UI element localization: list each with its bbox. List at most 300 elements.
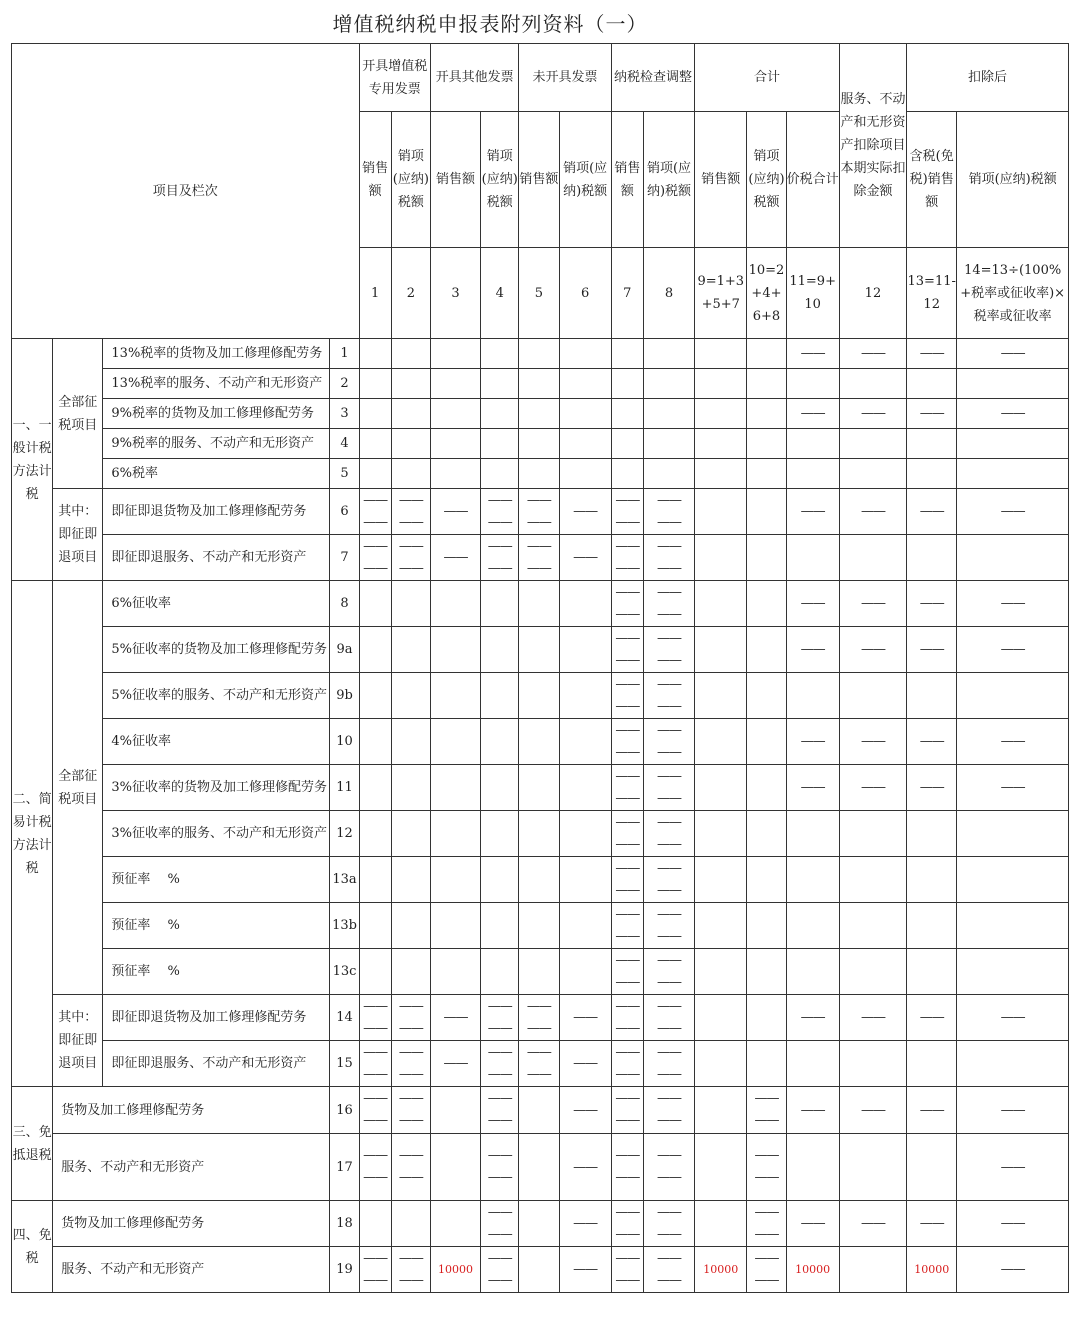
cell-r9b-c2[interactable] bbox=[391, 673, 430, 719]
cell-r13a-c2[interactable] bbox=[391, 857, 430, 903]
cell-r13c-c11[interactable] bbox=[786, 949, 839, 995]
cell-r5-c13[interactable] bbox=[907, 459, 957, 489]
table-row bbox=[12, 369, 1069, 399]
cell-r9a-c8-na bbox=[643, 627, 694, 673]
dash-mark: —— bbox=[657, 906, 682, 922]
cell-r11-c10[interactable] bbox=[747, 765, 786, 811]
cell-r19-c3-value[interactable]: 10000 bbox=[430, 1247, 480, 1293]
cell-r13b-c11[interactable] bbox=[786, 903, 839, 949]
row-label: 货物及加工修理修配劳务 bbox=[53, 1201, 330, 1247]
cell-r1-c8[interactable] bbox=[643, 339, 694, 369]
dash-mark: —— bbox=[487, 560, 512, 576]
cell-r10-c10[interactable] bbox=[747, 719, 786, 765]
cell-r14-c14-na: —— bbox=[957, 995, 1069, 1041]
cell-r6-c9[interactable] bbox=[695, 489, 747, 535]
cell-r11-c9[interactable] bbox=[695, 765, 747, 811]
cell-r5-c10[interactable] bbox=[747, 459, 786, 489]
cell-r15-c9[interactable] bbox=[695, 1041, 747, 1087]
cell-r5-c2[interactable] bbox=[391, 459, 430, 489]
row-label: 9%税率的服务、不动产和无形资产 bbox=[103, 429, 330, 459]
cell-r13c-c2[interactable] bbox=[391, 949, 430, 995]
cell-r1-c6[interactable] bbox=[559, 339, 611, 369]
cell-r1-c1[interactable] bbox=[359, 339, 391, 369]
cell-r13a-c7-na bbox=[611, 857, 643, 903]
cell-r19-c12[interactable] bbox=[839, 1247, 906, 1293]
dash-mark: —— bbox=[615, 998, 640, 1014]
cell-r9b-c12[interactable] bbox=[839, 673, 906, 719]
cell-r12-c14[interactable] bbox=[957, 811, 1069, 857]
cell-r5-c5[interactable] bbox=[519, 459, 559, 489]
cell-r4-c3[interactable] bbox=[430, 429, 480, 459]
cell-r12-c2[interactable] bbox=[391, 811, 430, 857]
cell-r8-c6[interactable] bbox=[559, 581, 611, 627]
cell-r4-c4[interactable] bbox=[481, 429, 519, 459]
cell-r3-c9[interactable] bbox=[695, 399, 747, 429]
cell-r1-c9[interactable] bbox=[695, 339, 747, 369]
cell-r3-c4[interactable] bbox=[481, 399, 519, 429]
cell-r5-c1[interactable] bbox=[359, 459, 391, 489]
row-number: 10 bbox=[330, 719, 359, 765]
cell-r10-c1[interactable] bbox=[359, 719, 391, 765]
cell-r13a-c13[interactable] bbox=[907, 857, 957, 903]
dash-mark: —— bbox=[398, 1020, 423, 1036]
subheader-col6: 销项(应纳)税额 bbox=[559, 112, 611, 248]
cell-r18-c3[interactable] bbox=[430, 1201, 480, 1247]
cell-r16-c3[interactable] bbox=[430, 1087, 480, 1134]
dash-mark: —— bbox=[657, 974, 682, 990]
row-label: 3%征收率的服务、不动产和无形资产 bbox=[103, 811, 330, 857]
cell-r9a-c3[interactable] bbox=[430, 627, 480, 673]
cell-r12-c3[interactable] bbox=[430, 811, 480, 857]
dash-mark: —— bbox=[657, 768, 682, 784]
cell-r5-c8[interactable] bbox=[643, 459, 694, 489]
cell-r3-c7[interactable] bbox=[611, 399, 643, 429]
cell-r13a-c4[interactable] bbox=[481, 857, 519, 903]
cell-r19-c2-na bbox=[391, 1247, 430, 1293]
dash-mark: —— bbox=[657, 584, 682, 600]
dash-mark: —— bbox=[657, 814, 682, 830]
cell-r13a-c5[interactable] bbox=[519, 857, 559, 903]
dash-mark: —— bbox=[526, 1066, 551, 1082]
dash-mark: —— bbox=[657, 1170, 682, 1185]
row-number: 1 bbox=[330, 339, 359, 369]
cell-r9a-c9[interactable] bbox=[695, 627, 747, 673]
cell-r5-c3[interactable] bbox=[430, 459, 480, 489]
cell-r13c-c4[interactable] bbox=[481, 949, 519, 995]
form-title: 增值税纳税申报表附列资料（一） bbox=[332, 12, 648, 36]
row-number: 2 bbox=[330, 369, 359, 399]
cell-r19-c9-value[interactable]: 10000 bbox=[695, 1247, 747, 1293]
header-no-invoice: 未开具发票 bbox=[519, 44, 611, 112]
cell-r14-c11-na: —— bbox=[786, 995, 839, 1041]
cell-r13b-c3[interactable] bbox=[430, 903, 480, 949]
cell-r13c-c10[interactable] bbox=[747, 949, 786, 995]
cell-r1-c7[interactable] bbox=[611, 339, 643, 369]
dash-mark: —— bbox=[657, 836, 682, 852]
cell-r7-c12[interactable] bbox=[839, 535, 906, 581]
dash-mark: —— bbox=[398, 1113, 423, 1128]
cell-r12-c13[interactable] bbox=[907, 811, 957, 857]
cell-r9a-c2[interactable] bbox=[391, 627, 430, 673]
cell-r13a-c12[interactable] bbox=[839, 857, 906, 903]
cell-r9a-c11-na: —— bbox=[786, 627, 839, 673]
cell-r4-c12[interactable] bbox=[839, 429, 906, 459]
cell-r13c-c12[interactable] bbox=[839, 949, 906, 995]
cell-r12-c11[interactable] bbox=[786, 811, 839, 857]
cell-r14-c9[interactable] bbox=[695, 995, 747, 1041]
cell-r13b-c14[interactable] bbox=[957, 903, 1069, 949]
cell-r13b-c1[interactable] bbox=[359, 903, 391, 949]
cell-r12-c12[interactable] bbox=[839, 811, 906, 857]
cell-r8-c1[interactable] bbox=[359, 581, 391, 627]
dash-mark: —— bbox=[657, 630, 682, 646]
cell-r4-c10[interactable] bbox=[747, 429, 786, 459]
cell-r9b-c1[interactable] bbox=[359, 673, 391, 719]
cell-r9b-c6[interactable] bbox=[559, 673, 611, 719]
colnum-8: 8 bbox=[643, 248, 694, 339]
cell-r10-c5[interactable] bbox=[519, 719, 559, 765]
dash-mark: —— bbox=[398, 492, 423, 508]
cell-r13c-c5[interactable] bbox=[519, 949, 559, 995]
cell-r3-c1[interactable] bbox=[359, 399, 391, 429]
cell-r11-c1[interactable] bbox=[359, 765, 391, 811]
dash-mark: —— bbox=[487, 1170, 512, 1185]
cell-r10-c2[interactable] bbox=[391, 719, 430, 765]
cell-r8-c5[interactable] bbox=[519, 581, 559, 627]
cell-r9b-c11[interactable] bbox=[786, 673, 839, 719]
cell-r17-c7-na bbox=[611, 1134, 643, 1201]
cell-r4-c5[interactable] bbox=[519, 429, 559, 459]
row-number: 6 bbox=[330, 489, 359, 535]
cell-r15-c13[interactable] bbox=[907, 1041, 957, 1087]
dash-mark: —— bbox=[615, 744, 640, 760]
cell-r4-c6[interactable] bbox=[559, 429, 611, 459]
cell-r2-c8[interactable] bbox=[643, 369, 694, 399]
cell-r9b-c9[interactable] bbox=[695, 673, 747, 719]
dash-mark: —— bbox=[657, 652, 682, 668]
cell-r17-c13[interactable] bbox=[907, 1134, 957, 1201]
dash-mark: —— bbox=[526, 1044, 551, 1060]
cell-r3-c2[interactable] bbox=[391, 399, 430, 429]
cell-r11-c7-na bbox=[611, 765, 643, 811]
cell-r9b-c3[interactable] bbox=[430, 673, 480, 719]
cell-r9a-c6[interactable] bbox=[559, 627, 611, 673]
cell-r18-c4-na bbox=[481, 1201, 519, 1247]
cell-r13b-c5[interactable] bbox=[519, 903, 559, 949]
cell-r8-c9[interactable] bbox=[695, 581, 747, 627]
cell-r9a-c4[interactable] bbox=[481, 627, 519, 673]
cell-r3-c3[interactable] bbox=[430, 399, 480, 429]
cell-r19-c13-value[interactable]: 10000 bbox=[907, 1247, 957, 1293]
cell-r13c-c9[interactable] bbox=[695, 949, 747, 995]
cell-r9a-c14-na: —— bbox=[957, 627, 1069, 673]
row-label: 即征即退服务、不动产和无形资产 bbox=[103, 535, 330, 581]
cell-r11-c12-na: —— bbox=[839, 765, 906, 811]
dash-mark: —— bbox=[754, 1272, 779, 1288]
row-label: 货物及加工修理修配劳务 bbox=[53, 1087, 330, 1134]
dash-mark: —— bbox=[526, 1020, 551, 1036]
cell-r8-c3[interactable] bbox=[430, 581, 480, 627]
row-number: 13a bbox=[330, 857, 359, 903]
cell-r6-c7-na bbox=[611, 489, 643, 535]
row-label: 6%税率 bbox=[103, 459, 330, 489]
cell-r5-c9[interactable] bbox=[695, 459, 747, 489]
cell-r2-c2[interactable] bbox=[391, 369, 430, 399]
cell-r7-c2-na bbox=[391, 535, 430, 581]
cell-r19-c5[interactable] bbox=[519, 1247, 559, 1293]
cell-r8-c4[interactable] bbox=[481, 581, 519, 627]
cell-r10-c9[interactable] bbox=[695, 719, 747, 765]
dash-mark: —— bbox=[487, 514, 512, 530]
dash-mark: —— bbox=[615, 584, 640, 600]
cell-r18-c1[interactable] bbox=[359, 1201, 391, 1247]
cell-r18-c2[interactable] bbox=[391, 1201, 430, 1247]
cell-r12-c6[interactable] bbox=[559, 811, 611, 857]
cell-r13c-c13[interactable] bbox=[907, 949, 957, 995]
cell-r2-c13[interactable] bbox=[907, 369, 957, 399]
cell-r1-c14-na: —— bbox=[957, 339, 1069, 369]
cell-r15-c10[interactable] bbox=[747, 1041, 786, 1087]
cell-r12-c10[interactable] bbox=[747, 811, 786, 857]
cell-r8-c2[interactable] bbox=[391, 581, 430, 627]
cell-r2-c9[interactable] bbox=[695, 369, 747, 399]
cell-r18-c5[interactable] bbox=[519, 1201, 559, 1247]
cell-r17-c9[interactable] bbox=[695, 1134, 747, 1201]
cell-r13c-c14[interactable] bbox=[957, 949, 1069, 995]
cell-r14-c6-na: —— bbox=[559, 995, 611, 1041]
dash-mark: —— bbox=[363, 1272, 388, 1288]
table-row bbox=[12, 1247, 1069, 1293]
dash-mark: —— bbox=[398, 1272, 423, 1288]
cell-r13b-c6[interactable] bbox=[559, 903, 611, 949]
colnum-6: 6 bbox=[559, 248, 611, 339]
dash-mark: —— bbox=[657, 998, 682, 1014]
dash-mark: —— bbox=[526, 560, 551, 576]
cell-r17-c3[interactable] bbox=[430, 1134, 480, 1201]
cell-r15-c14[interactable] bbox=[957, 1041, 1069, 1087]
cell-r13a-c3[interactable] bbox=[430, 857, 480, 903]
cell-r2-c7[interactable] bbox=[611, 369, 643, 399]
cell-r17-c11[interactable] bbox=[786, 1134, 839, 1201]
cell-r7-c9[interactable] bbox=[695, 535, 747, 581]
cell-r13a-c11[interactable] bbox=[786, 857, 839, 903]
dash-mark: —— bbox=[657, 1204, 682, 1220]
cell-r17-c12[interactable] bbox=[839, 1134, 906, 1201]
cell-r5-c6[interactable] bbox=[559, 459, 611, 489]
cell-r4-c8[interactable] bbox=[643, 429, 694, 459]
cell-r2-c6[interactable] bbox=[559, 369, 611, 399]
cell-r12-c7-na bbox=[611, 811, 643, 857]
table-row bbox=[12, 535, 1069, 581]
cell-r6-c10[interactable] bbox=[747, 489, 786, 535]
cell-r4-c14[interactable] bbox=[957, 429, 1069, 459]
cell-r13c-c6[interactable] bbox=[559, 949, 611, 995]
cell-r13a-c6[interactable] bbox=[559, 857, 611, 903]
row-label: 5%征收率的服务、不动产和无形资产 bbox=[103, 673, 330, 719]
cell-r11-c6[interactable] bbox=[559, 765, 611, 811]
cell-r1-c4[interactable] bbox=[481, 339, 519, 369]
cell-r16-c12-na: —— bbox=[839, 1087, 906, 1134]
cell-r7-c13[interactable] bbox=[907, 535, 957, 581]
cell-r7-c10[interactable] bbox=[747, 535, 786, 581]
cell-r13a-c14[interactable] bbox=[957, 857, 1069, 903]
cell-r3-c10[interactable] bbox=[747, 399, 786, 429]
cell-r1-c5[interactable] bbox=[519, 339, 559, 369]
cell-r7-c7-na bbox=[611, 535, 643, 581]
cell-r8-c10[interactable] bbox=[747, 581, 786, 627]
dash-mark: —— bbox=[487, 492, 512, 508]
cell-r13c-c3[interactable] bbox=[430, 949, 480, 995]
colnum-2: 2 bbox=[391, 248, 430, 339]
dash-mark: —— bbox=[487, 1204, 512, 1220]
row-label: 3%征收率的货物及加工修理修配劳务 bbox=[103, 765, 330, 811]
cell-r12-c5[interactable] bbox=[519, 811, 559, 857]
dash-mark: —— bbox=[487, 1091, 512, 1106]
header-total: 合计 bbox=[695, 44, 840, 112]
row-label: 预征率 % bbox=[103, 949, 330, 995]
cell-r2-c4[interactable] bbox=[481, 369, 519, 399]
cell-r2-c10[interactable] bbox=[747, 369, 786, 399]
cell-r9a-c5[interactable] bbox=[519, 627, 559, 673]
cell-r2-c1[interactable] bbox=[359, 369, 391, 399]
cell-r10-c4[interactable] bbox=[481, 719, 519, 765]
cell-r9b-c5[interactable] bbox=[519, 673, 559, 719]
cell-r2-c11[interactable] bbox=[786, 369, 839, 399]
colnum-7: 7 bbox=[611, 248, 643, 339]
cell-r5-c12[interactable] bbox=[839, 459, 906, 489]
cell-r10-c6[interactable] bbox=[559, 719, 611, 765]
cell-r4-c1[interactable] bbox=[359, 429, 391, 459]
row-label: 即征即退货物及加工修理修配劳务 bbox=[103, 995, 330, 1041]
cell-r11-c3[interactable] bbox=[430, 765, 480, 811]
cell-r7-c11[interactable] bbox=[786, 535, 839, 581]
cell-r17-c14-na: —— bbox=[957, 1134, 1069, 1201]
colnum-5: 5 bbox=[519, 248, 559, 339]
cell-r15-c11[interactable] bbox=[786, 1041, 839, 1087]
cell-r16-c9[interactable] bbox=[695, 1087, 747, 1134]
cell-r10-c14-na: —— bbox=[957, 719, 1069, 765]
dash-mark: —— bbox=[398, 1091, 423, 1106]
cell-r18-c14-na: —— bbox=[957, 1201, 1069, 1247]
cell-r2-c3[interactable] bbox=[430, 369, 480, 399]
cell-r13a-c9[interactable] bbox=[695, 857, 747, 903]
subheader-col9: 销售额 bbox=[695, 112, 747, 248]
dash-mark: —— bbox=[754, 1250, 779, 1266]
cell-r5-c14[interactable] bbox=[957, 459, 1069, 489]
cell-r11-c2[interactable] bbox=[391, 765, 430, 811]
cell-r18-c10-na bbox=[747, 1201, 786, 1247]
cell-r9b-c13[interactable] bbox=[907, 673, 957, 719]
cell-r9b-c4[interactable] bbox=[481, 673, 519, 719]
section-tax-exempt: 四、免税 bbox=[12, 1201, 53, 1293]
cell-r12-c1[interactable] bbox=[359, 811, 391, 857]
cell-r13b-c2[interactable] bbox=[391, 903, 430, 949]
cell-r13b-c9[interactable] bbox=[695, 903, 747, 949]
table-row bbox=[12, 719, 1069, 765]
cell-r13a-c10[interactable] bbox=[747, 857, 786, 903]
dash-mark: —— bbox=[615, 836, 640, 852]
cell-r11-c5[interactable] bbox=[519, 765, 559, 811]
row-number: 19 bbox=[330, 1247, 359, 1293]
table-row bbox=[12, 673, 1069, 719]
cell-r4-c11[interactable] bbox=[786, 429, 839, 459]
table-row bbox=[12, 949, 1069, 995]
cell-r3-c5[interactable] bbox=[519, 399, 559, 429]
cell-r14-c10[interactable] bbox=[747, 995, 786, 1041]
cell-r11-c8-na bbox=[643, 765, 694, 811]
cell-r9b-c10[interactable] bbox=[747, 673, 786, 719]
cell-r7-c14[interactable] bbox=[957, 535, 1069, 581]
cell-r13c-c1[interactable] bbox=[359, 949, 391, 995]
cell-r2-c5[interactable] bbox=[519, 369, 559, 399]
dash-mark: —— bbox=[615, 652, 640, 668]
cell-r11-c4[interactable] bbox=[481, 765, 519, 811]
cell-r9a-c10[interactable] bbox=[747, 627, 786, 673]
cell-r7-c6-na: —— bbox=[559, 535, 611, 581]
cell-r6-c12-na: —— bbox=[839, 489, 906, 535]
cell-r18-c9[interactable] bbox=[695, 1201, 747, 1247]
cell-r15-c12[interactable] bbox=[839, 1041, 906, 1087]
cell-r12-c9[interactable] bbox=[695, 811, 747, 857]
cell-r2-c12[interactable] bbox=[839, 369, 906, 399]
cell-r4-c2[interactable] bbox=[391, 429, 430, 459]
row-number: 16 bbox=[330, 1087, 359, 1134]
cell-r9a-c7-na bbox=[611, 627, 643, 673]
row-label: 预征率 % bbox=[103, 903, 330, 949]
cell-r6-c1-na bbox=[359, 489, 391, 535]
subheader-col4: 销项(应纳)税额 bbox=[481, 112, 519, 248]
cell-r5-c7[interactable] bbox=[611, 459, 643, 489]
cell-r1-c2[interactable] bbox=[391, 339, 430, 369]
cell-r4-c7[interactable] bbox=[611, 429, 643, 459]
cell-r19-c11-value[interactable]: 10000 bbox=[786, 1247, 839, 1293]
cell-r16-c11-na: —— bbox=[786, 1087, 839, 1134]
cell-r13b-c12[interactable] bbox=[839, 903, 906, 949]
cell-r4-c9[interactable] bbox=[695, 429, 747, 459]
subheader-col8: 销项(应纳)税额 bbox=[643, 112, 694, 248]
dash-mark: —— bbox=[487, 1148, 512, 1163]
cell-r13b-c13[interactable] bbox=[907, 903, 957, 949]
cell-r1-c10[interactable] bbox=[747, 339, 786, 369]
cell-r16-c5[interactable] bbox=[519, 1087, 559, 1134]
cell-r12-c4[interactable] bbox=[481, 811, 519, 857]
colnum-4: 4 bbox=[481, 248, 519, 339]
cell-r3-c8[interactable] bbox=[643, 399, 694, 429]
cell-r3-c6[interactable] bbox=[559, 399, 611, 429]
dash-mark: —— bbox=[657, 492, 682, 508]
cell-r5-c11[interactable] bbox=[786, 459, 839, 489]
cell-r5-c4[interactable] bbox=[481, 459, 519, 489]
cell-r17-c1-na bbox=[359, 1134, 391, 1201]
cell-r10-c11-na: —— bbox=[786, 719, 839, 765]
header-deduction: 服务、不动产和无形资产扣除项目本期实际扣除金额 bbox=[839, 44, 906, 248]
cell-r13b-c4[interactable] bbox=[481, 903, 519, 949]
cell-r10-c3[interactable] bbox=[430, 719, 480, 765]
cell-r19-c7-na bbox=[611, 1247, 643, 1293]
cell-r1-c3[interactable] bbox=[430, 339, 480, 369]
cell-r13a-c1[interactable] bbox=[359, 857, 391, 903]
table-row bbox=[12, 489, 1069, 535]
cell-r4-c13[interactable] bbox=[907, 429, 957, 459]
cell-r9a-c1[interactable] bbox=[359, 627, 391, 673]
cell-r17-c5[interactable] bbox=[519, 1134, 559, 1201]
dash-mark: —— bbox=[615, 560, 640, 576]
cell-r13b-c10[interactable] bbox=[747, 903, 786, 949]
header-tax-inspection: 纳税检查调整 bbox=[611, 44, 694, 112]
cell-r2-c14[interactable] bbox=[957, 369, 1069, 399]
row-number: 17 bbox=[330, 1134, 359, 1201]
cell-r9b-c14[interactable] bbox=[957, 673, 1069, 719]
